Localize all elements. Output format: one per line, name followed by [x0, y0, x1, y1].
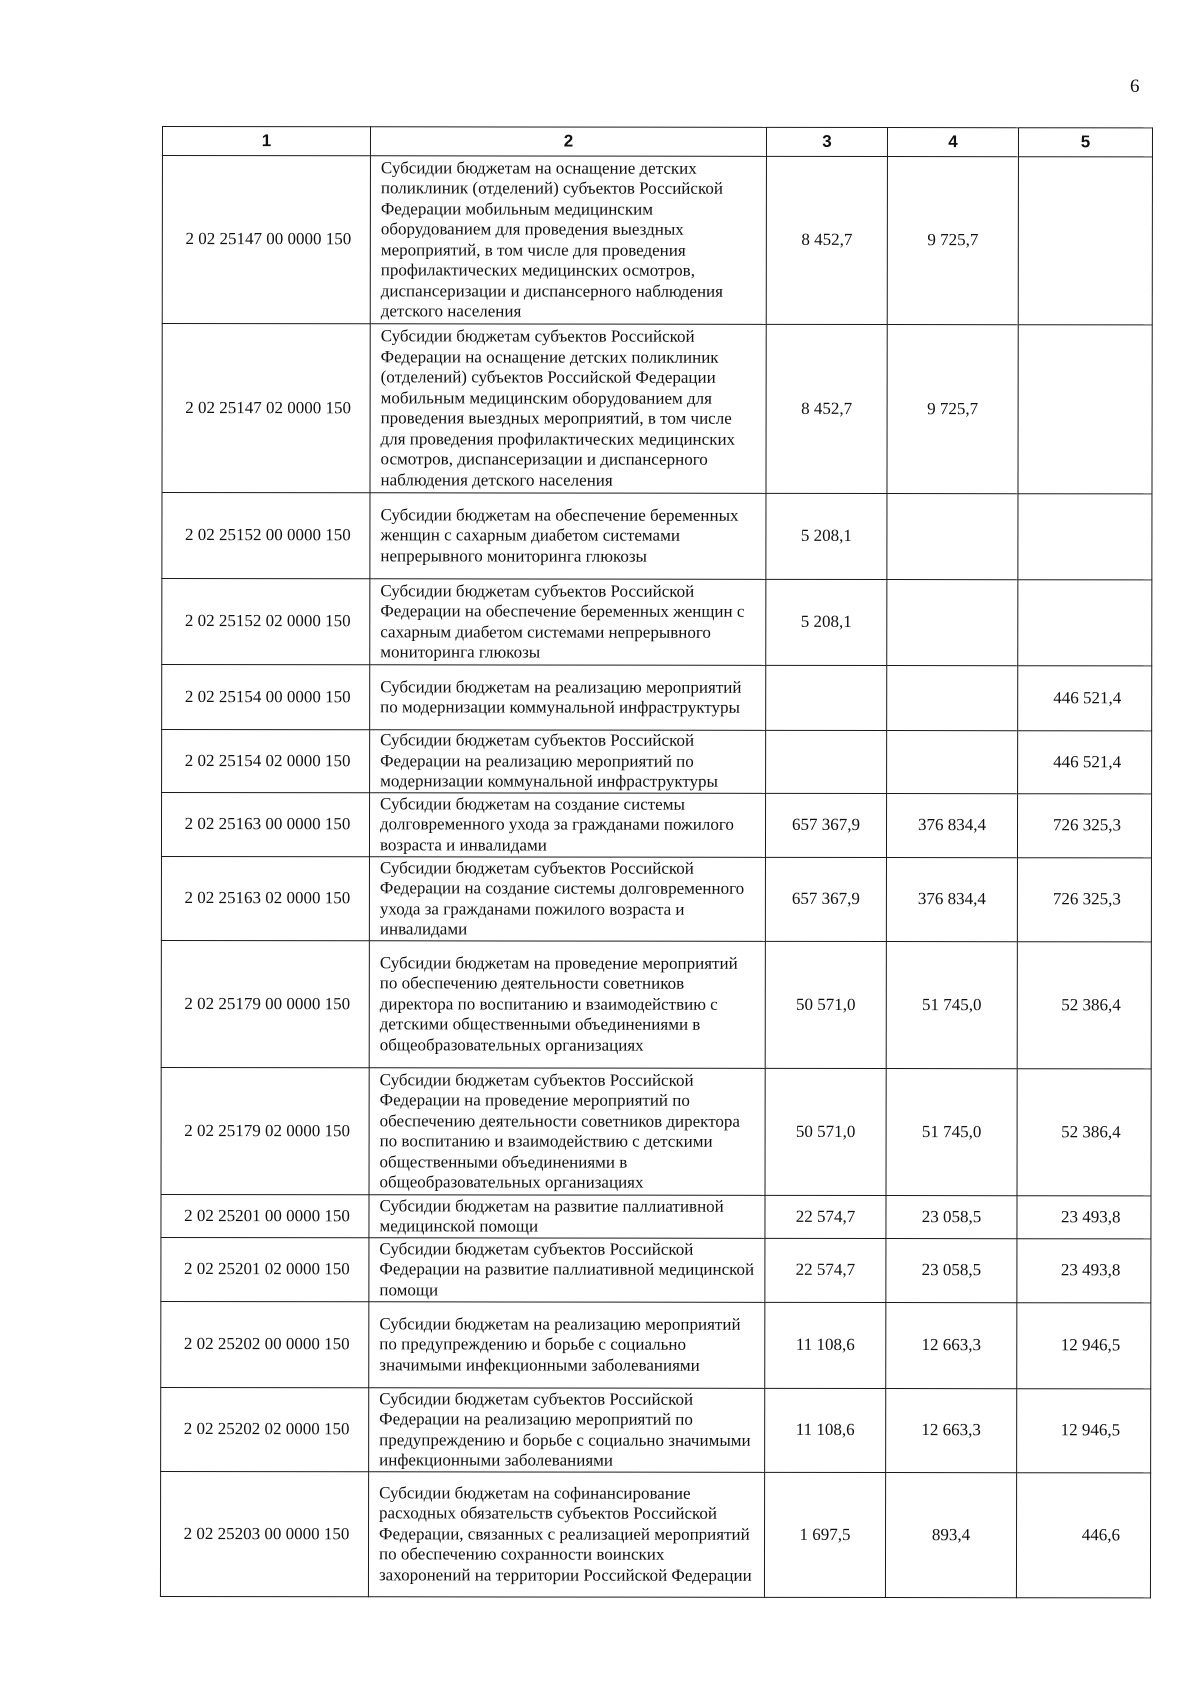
amount-col5: 726 325,3	[1017, 858, 1151, 942]
table-row	[162, 579, 1152, 666]
amount-col4: 9 725,7	[887, 157, 1018, 325]
income-description: Субсидии бюджетам на создание системы долговременного ухода за гражданами пожилого возраста и инвалидами	[369, 793, 765, 858]
amount-col4: 9 725,7	[887, 325, 1018, 494]
table-row	[162, 730, 1152, 794]
amount-col4	[887, 580, 1018, 666]
income-code: 2 02 25152 02 0000 150	[162, 579, 370, 665]
amount-col3: 657 367,9	[765, 793, 886, 857]
amount-col5: 446,6	[1016, 1473, 1150, 1598]
amount-col5: 52 386,4	[1017, 1069, 1151, 1196]
amount-col3: 8 452,7	[766, 324, 887, 493]
table-row	[162, 324, 1152, 494]
income-description: Субсидии бюджетам субъектов Российской Федерации на создание системы долговременного ухода за гражданами пожилого возраста и инвалидами	[369, 857, 765, 942]
amount-col5	[1018, 325, 1152, 494]
amount-col3: 11 108,6	[765, 1388, 886, 1472]
amount-col5: 726 325,3	[1017, 794, 1151, 858]
amount-col4	[887, 666, 1018, 731]
income-description: Субсидии бюджетам на софинансирование расходных обязательств субъектов Российской Федерации, связанных с реализацией мероприятий по обеспечению сохранности воинских захоронений на территории Российской Федерации	[368, 1472, 764, 1598]
income-description: Субсидии бюджетам на реализацию мероприятий по модернизации коммунальной инфраструктуры	[370, 665, 766, 731]
income-description: Субсидии бюджетам на оснащение детских поликлиник (отделений) субъектов Российской Федерации мобильным медицинским оборудованием для проведения выездных мероприятий, в том числе для проведения профилактических медицинских осмотров, диспансеризации и диспансерного наблюдения детского населения	[370, 156, 766, 325]
amount-col3: 1 697,5	[764, 1472, 885, 1597]
amount-col3: 50 571,0	[765, 1068, 886, 1195]
amount-col4: 376 834,4	[886, 858, 1017, 942]
income-code: 2 02 25154 02 0000 150	[162, 730, 370, 793]
income-code: 2 02 25202 02 0000 150	[161, 1387, 369, 1471]
amount-col5: 12 946,5	[1017, 1303, 1151, 1389]
income-description: Субсидии бюджетам на обеспечение беременных женщин с сахарным диабетом системами непрерывного мониторинга глюкозы	[370, 493, 766, 580]
income-code: 2 02 25163 00 0000 150	[161, 793, 369, 857]
income-description: Субсидии бюджетам субъектов Российской Федерации на реализацию мероприятий по модернизации коммунальной инфраструктуры	[370, 730, 766, 794]
amount-col4	[887, 494, 1018, 580]
table-row	[161, 1237, 1151, 1302]
income-description: Субсидии бюджетам субъектов Российской Федерации на проведение мероприятий по обеспечению деятельности советников директора по воспитанию и взаимодействию с детскими общественными объединениями в общеобразовательных организациях	[369, 1068, 765, 1196]
amount-col5	[1018, 157, 1152, 325]
amount-col3: 5 208,1	[766, 579, 887, 665]
amount-col5	[1018, 494, 1152, 580]
amount-col5	[1018, 580, 1152, 666]
column-header-1: 1	[162, 127, 370, 156]
amount-col3	[766, 730, 887, 793]
income-code: 2 02 25179 02 0000 150	[161, 1067, 369, 1194]
header-row	[162, 127, 1152, 157]
amount-col3	[766, 665, 887, 730]
column-header-3: 3	[766, 127, 887, 156]
amount-col3: 8 452,7	[766, 156, 887, 324]
table-row	[161, 1194, 1151, 1238]
income-code: 2 02 25163 02 0000 150	[161, 857, 369, 941]
amount-col3: 22 574,7	[765, 1195, 886, 1238]
table-row	[161, 1067, 1151, 1195]
amount-col4: 23 058,5	[886, 1196, 1017, 1239]
table-row	[162, 493, 1152, 580]
income-description: Субсидии бюджетам субъектов Российской Федерации на реализацию мероприятий по предупреждению и борьбе с социально значимыми инфекционными заболеваниями	[369, 1388, 765, 1473]
table-row	[161, 940, 1151, 1068]
amount-col4: 12 663,3	[886, 1303, 1017, 1389]
amount-col5: 52 386,4	[1017, 942, 1151, 1069]
income-description: Субсидии бюджетам на развитие паллиативной медицинской помощи	[369, 1195, 765, 1239]
table-row	[160, 1471, 1150, 1597]
amount-col4: 23 058,5	[886, 1239, 1017, 1303]
amount-col5: 23 493,8	[1017, 1196, 1151, 1239]
income-description: Субсидии бюджетам субъектов Российской Федерации на развитие паллиативной медицинской помощи	[369, 1238, 765, 1303]
amount-col3: 657 367,9	[765, 857, 886, 941]
income-description: Субсидии бюджетам субъектов Российской Федерации на обеспечение беременных женщин с сахарным диабетом системами непрерывного мониторинга глюкозы	[370, 579, 766, 666]
income-code: 2 02 25202 00 0000 150	[161, 1301, 369, 1387]
table-row	[161, 1301, 1151, 1388]
amount-col4: 51 745,0	[886, 1069, 1017, 1196]
budget-table	[160, 126, 1153, 1598]
amount-col5: 446 521,4	[1018, 666, 1152, 731]
amount-col4	[887, 731, 1018, 794]
column-header-5: 5	[1018, 128, 1152, 157]
amount-col5: 12 946,5	[1017, 1389, 1151, 1473]
amount-col3: 22 574,7	[765, 1238, 886, 1302]
income-code: 2 02 25201 02 0000 150	[161, 1237, 369, 1301]
income-code: 2 02 25147 02 0000 150	[162, 324, 370, 493]
table-row	[161, 857, 1151, 942]
income-description: Субсидии бюджетам на реализацию мероприятий по предупреждению и борьбе с социально значимыми инфекционными заболеваниями	[369, 1302, 765, 1389]
amount-col5: 23 493,8	[1017, 1239, 1151, 1303]
table-row	[162, 156, 1152, 325]
income-code: 2 02 25154 00 0000 150	[162, 665, 370, 730]
table-row	[162, 665, 1152, 731]
column-header-2: 2	[370, 127, 766, 157]
column-header-4: 4	[887, 128, 1018, 157]
amount-col5: 446 521,4	[1018, 731, 1152, 794]
income-description: Субсидии бюджетам на проведение мероприятий по обеспечению деятельности советников директора по воспитанию и взаимодействию с детскими общественными объединениями в общеобразовательных организациях	[369, 941, 765, 1069]
amount-col4: 12 663,3	[886, 1389, 1017, 1473]
amount-col3: 50 571,0	[765, 941, 886, 1068]
income-description: Субсидии бюджетам субъектов Российской Федерации на оснащение детских поликлиник (отделений) субъектов Российской Федерации мобильным медицинским оборудованием для проведения выездных мероприятий, в том числе для проведения профилактических медицинских осмотров, диспансеризации и диспансерного наблюдения детского населения	[370, 324, 766, 494]
income-code: 2 02 25179 00 0000 150	[161, 940, 369, 1067]
amount-col3: 5 208,1	[766, 493, 887, 579]
amount-col4: 376 834,4	[886, 794, 1017, 858]
table-row	[161, 1387, 1151, 1472]
income-code: 2 02 25147 00 0000 150	[162, 156, 370, 324]
page-number: 6	[1130, 76, 1140, 97]
income-code: 2 02 25201 00 0000 150	[161, 1194, 369, 1237]
amount-col3: 11 108,6	[765, 1302, 886, 1388]
amount-col4: 893,4	[885, 1473, 1016, 1598]
table-row	[161, 793, 1151, 858]
income-code: 2 02 25152 00 0000 150	[162, 493, 370, 579]
income-code: 2 02 25203 00 0000 150	[160, 1471, 368, 1596]
amount-col4: 51 745,0	[886, 942, 1017, 1069]
